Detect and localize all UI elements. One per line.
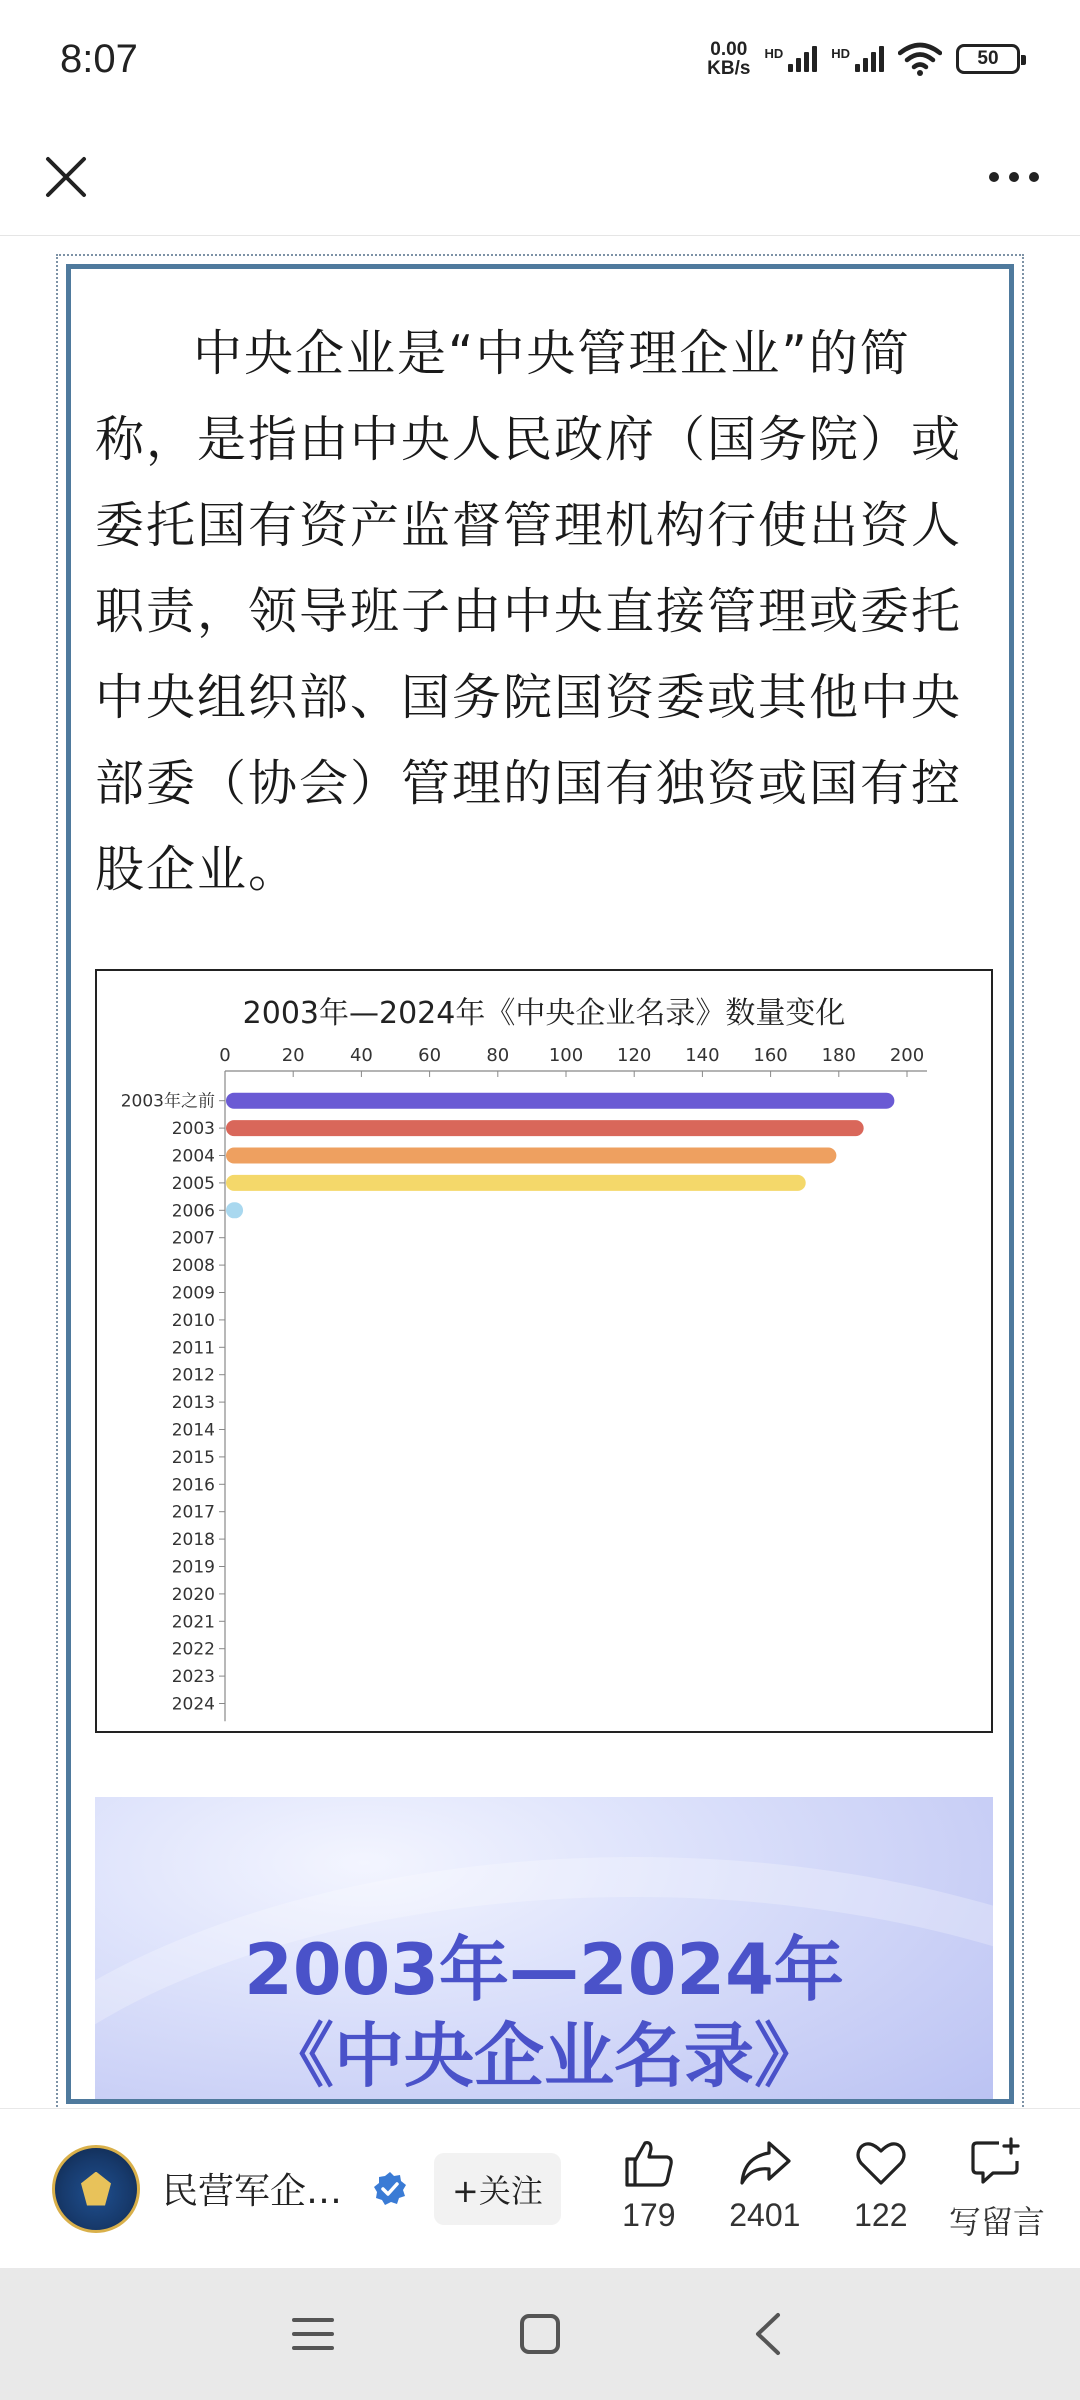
- x-tick-label: 180: [821, 1045, 856, 1066]
- y-tick-label: 2006: [171, 1201, 215, 1222]
- y-tick-label: 2020: [171, 1584, 215, 1605]
- top-app-bar: [0, 118, 1080, 236]
- bar: [226, 1093, 894, 1109]
- bar: [226, 1148, 836, 1164]
- signal-hd-label: HD: [764, 46, 784, 61]
- y-tick-label: 2012: [171, 1365, 215, 1386]
- y-tick-label: 2003年之前: [120, 1091, 215, 1112]
- y-tick-label: 2021: [171, 1612, 215, 1633]
- share-count: 2401: [729, 2196, 801, 2233]
- x-tick-label: 20: [281, 1045, 305, 1066]
- bar: [226, 1175, 806, 1191]
- bar-chart: [97, 971, 991, 1731]
- chart-image[interactable]: [95, 969, 993, 1733]
- x-tick-label: 60: [418, 1045, 442, 1066]
- account-name[interactable]: 民营军企…: [162, 2171, 343, 2212]
- close-icon: [45, 156, 87, 198]
- more-button[interactable]: [982, 145, 1046, 209]
- comment-label: 写留言: [948, 2203, 1045, 2240]
- y-tick-label: 2003: [171, 1119, 215, 1140]
- signal-hd-label: HD: [831, 46, 850, 61]
- bar: [226, 1120, 864, 1136]
- y-tick-label: 2014: [171, 1420, 215, 1441]
- like-button[interactable]: [591, 2135, 707, 2243]
- banner-title: [95, 1927, 993, 2099]
- close-button[interactable]: [34, 145, 98, 209]
- x-tick-label: 40: [349, 1045, 373, 1066]
- x-tick-label: 120: [617, 1045, 652, 1066]
- home-button[interactable]: [500, 2294, 580, 2374]
- x-tick-label: 160: [753, 1045, 788, 1066]
- share-button[interactable]: [707, 2135, 823, 2243]
- menu-button[interactable]: [273, 2294, 353, 2374]
- thumbs-up-icon: [621, 2135, 677, 2191]
- y-tick-label: 2022: [171, 1639, 215, 1660]
- wifi-icon: [898, 42, 942, 76]
- y-tick-label: 2013: [171, 1393, 215, 1414]
- y-tick-label: 2023: [171, 1667, 215, 1688]
- bar: [226, 1202, 243, 1218]
- y-tick-label: 2007: [171, 1228, 215, 1249]
- share-arrow-icon: [737, 2135, 793, 2191]
- y-tick-label: 2005: [171, 1173, 215, 1194]
- signal-icon: [764, 46, 817, 72]
- y-tick-label: 2017: [171, 1502, 215, 1523]
- network-speed: [707, 40, 750, 78]
- article-frame: [56, 254, 1024, 2114]
- y-tick-label: 2008: [171, 1256, 215, 1277]
- y-tick-label: 2011: [171, 1338, 215, 1359]
- y-tick-label: 2015: [171, 1447, 215, 1468]
- battery-icon: 50: [956, 44, 1020, 74]
- system-navigation-bar: [0, 2268, 1080, 2400]
- menu-icon: [292, 2316, 334, 2352]
- back-button[interactable]: [727, 2294, 807, 2374]
- x-tick-label: 200: [889, 1045, 925, 1066]
- back-chevron-icon: [752, 2312, 782, 2356]
- home-square-icon: [519, 2313, 561, 2355]
- status-bar: [0, 0, 1080, 118]
- x-tick-label: 0: [219, 1045, 231, 1066]
- favorite-count: 122: [854, 2196, 908, 2233]
- y-tick-label: 2009: [171, 1283, 215, 1304]
- article-paragraph: 中央企业是“中央管理企业”的简称，是指由中央人民政府（国务院）或委托国有资产监督管理机构行使出资人职责，领导班子由中央直接管理或委托中央组织部、国务院国资委或其他中央部委（协会）管理的国有独资或国有控股企业。: [95, 325, 963, 898]
- x-tick-label: 100: [548, 1045, 584, 1066]
- banner-title-line1: 2003年—2024年: [244, 1929, 844, 2011]
- bottom-action-bar: [0, 2108, 1080, 2268]
- engagement-actions: [591, 2135, 1055, 2243]
- banner-image[interactable]: [95, 1797, 993, 2104]
- y-tick-label: 2018: [171, 1530, 215, 1551]
- account-avatar[interactable]: [52, 2145, 140, 2233]
- follow-button[interactable]: +关注: [434, 2153, 561, 2225]
- like-count: 179: [622, 2196, 676, 2233]
- signal-icon: [831, 46, 884, 72]
- x-tick-label: 80: [486, 1045, 510, 1066]
- y-tick-label: 2016: [171, 1475, 215, 1496]
- banner-title-line2: 《中央企业名录》: [264, 2015, 824, 2097]
- heart-icon: [853, 2135, 909, 2191]
- chart-title: 2003年—2024年《中央企业名录》数量变化: [242, 996, 846, 1031]
- x-tick-label: 140: [685, 1045, 720, 1066]
- favorite-button[interactable]: [823, 2135, 939, 2243]
- verified-badge-icon: [372, 2171, 408, 2207]
- comment-button[interactable]: [939, 2135, 1055, 2243]
- y-tick-label: 2010: [171, 1310, 215, 1331]
- y-tick-label: 2024: [171, 1694, 215, 1715]
- status-time: 8:07: [60, 36, 138, 81]
- more-icon: [987, 170, 1041, 184]
- article-body: [66, 264, 1014, 2104]
- y-tick-label: 2019: [171, 1557, 215, 1578]
- network-speed-value: 0.00: [710, 39, 748, 60]
- y-tick-label: 2004: [171, 1146, 215, 1167]
- status-icons: [707, 40, 1020, 78]
- network-speed-unit: KB/s: [707, 58, 751, 79]
- comment-add-icon: [969, 2135, 1025, 2191]
